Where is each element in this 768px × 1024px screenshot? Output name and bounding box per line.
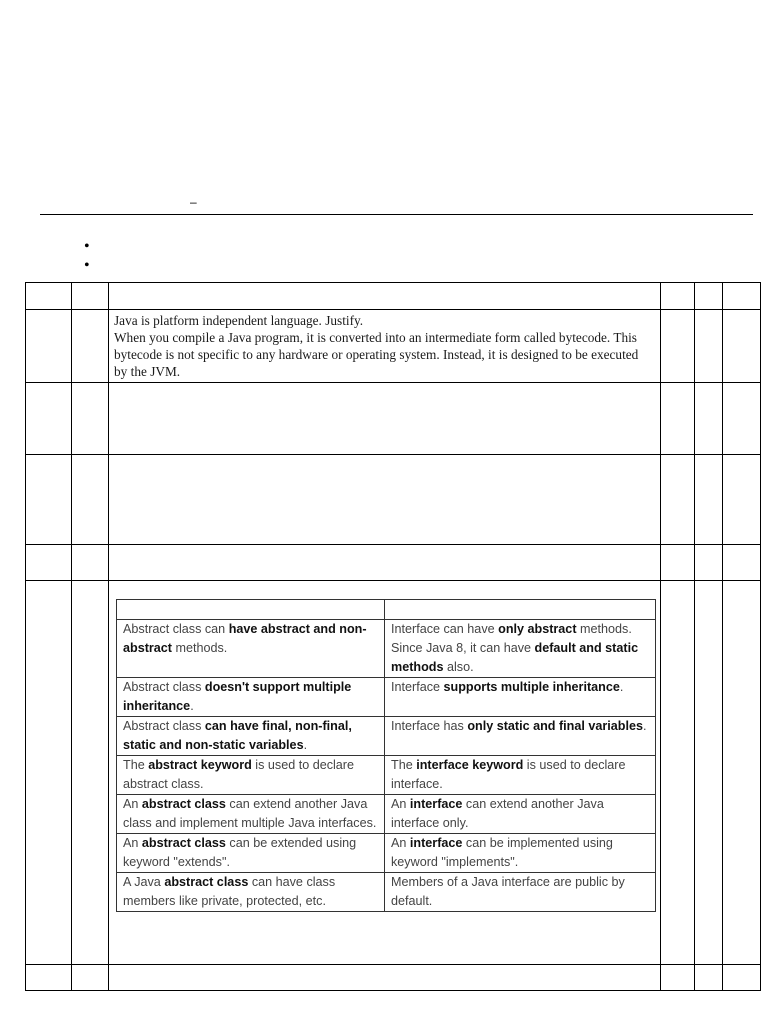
interface-cell bbox=[385, 717, 656, 756]
co-cell bbox=[695, 383, 723, 455]
cell-text: abstract class bbox=[141, 797, 226, 811]
cell-text: The bbox=[391, 758, 417, 772]
cell-text: . bbox=[643, 719, 647, 733]
cell-text: Abstract class bbox=[123, 719, 205, 733]
qno-cell bbox=[26, 965, 72, 991]
cell-text: An bbox=[391, 836, 410, 850]
abstract-class-cell bbox=[117, 678, 385, 717]
comparison-body bbox=[117, 620, 656, 912]
header-row bbox=[26, 283, 761, 310]
question-row bbox=[26, 310, 761, 383]
question-cell bbox=[109, 965, 661, 991]
cell-text: Interface bbox=[391, 680, 444, 694]
cell-text: interface bbox=[409, 836, 463, 850]
co-cell bbox=[695, 581, 723, 965]
interface-cell bbox=[385, 795, 656, 834]
qno-cell bbox=[26, 455, 72, 545]
sub-cell bbox=[72, 383, 109, 455]
cell-text: abstract class bbox=[164, 875, 249, 889]
marks-cell bbox=[661, 581, 695, 965]
interface-cell bbox=[385, 834, 656, 873]
comparison-row bbox=[117, 717, 656, 756]
comparison-row bbox=[117, 678, 656, 717]
cell-text: A Java bbox=[123, 875, 165, 889]
comparison-table bbox=[116, 599, 656, 912]
header-cell bbox=[26, 283, 72, 310]
abstract-class-cell bbox=[117, 717, 385, 756]
question-row bbox=[26, 383, 761, 455]
question-row bbox=[26, 965, 761, 991]
question-row bbox=[26, 455, 761, 545]
marks-cell bbox=[661, 965, 695, 991]
cell-text: . bbox=[303, 738, 308, 752]
cell-text: An bbox=[123, 797, 142, 811]
cell-text: can extend another Java interface only. bbox=[391, 797, 604, 830]
comparison-header bbox=[385, 600, 656, 620]
cell-text: abstract class bbox=[141, 836, 226, 850]
cell-text: is used to declare interface. bbox=[391, 758, 626, 791]
header-cell bbox=[661, 283, 695, 310]
cell-text: interface bbox=[409, 797, 463, 811]
co-cell bbox=[695, 455, 723, 545]
abstract-class-cell bbox=[117, 756, 385, 795]
comparison-header bbox=[117, 600, 385, 620]
question-table bbox=[25, 282, 761, 991]
question-title: Java is platform independent language. Justify. bbox=[114, 313, 364, 328]
comparison-row bbox=[117, 756, 656, 795]
bullet-item bbox=[84, 259, 94, 278]
bl-cell bbox=[723, 581, 761, 965]
cell-text: can have final, non-final, static and non-static variables bbox=[123, 719, 352, 752]
cell-text: have abstract and non-abstract bbox=[123, 622, 367, 655]
header-cell bbox=[723, 283, 761, 310]
interface-cell bbox=[385, 873, 656, 912]
bl-cell bbox=[723, 965, 761, 991]
qno-cell bbox=[26, 545, 72, 581]
cell-text: . bbox=[190, 699, 194, 713]
question-cell bbox=[109, 545, 661, 581]
cell-text: An bbox=[123, 836, 142, 850]
header-cell bbox=[695, 283, 723, 310]
interface-cell bbox=[385, 756, 656, 795]
comparison-header-row bbox=[117, 600, 656, 620]
sub-cell bbox=[72, 581, 109, 965]
question-row bbox=[26, 581, 761, 965]
comparison-row bbox=[117, 620, 656, 678]
question-cell bbox=[109, 455, 661, 545]
sub-cell bbox=[72, 545, 109, 581]
co-cell bbox=[695, 965, 723, 991]
comparison-row bbox=[117, 795, 656, 834]
cell-text: Interface can have bbox=[391, 622, 499, 636]
question-cell bbox=[109, 310, 661, 383]
header-cell bbox=[72, 283, 109, 310]
cell-text: can extend another Java class and implement multiple Java interfaces. bbox=[123, 797, 377, 830]
co-cell bbox=[695, 310, 723, 383]
qno-cell bbox=[26, 581, 72, 965]
question-row bbox=[26, 545, 761, 581]
cell-text: can be implemented using keyword "implements". bbox=[391, 836, 613, 869]
sub-cell bbox=[72, 310, 109, 383]
sub-cell bbox=[72, 965, 109, 991]
qno-cell bbox=[26, 310, 72, 383]
qno-cell bbox=[26, 383, 72, 455]
bl-cell bbox=[723, 310, 761, 383]
question-cell bbox=[109, 383, 661, 455]
abstract-class-cell bbox=[117, 795, 385, 834]
cell-text: . bbox=[619, 680, 624, 694]
marks-cell bbox=[661, 310, 695, 383]
bl-cell bbox=[723, 545, 761, 581]
question-answer: When you compile a Java program, it is converted into an intermediate form called bytecode. This bytecode is not specific to any hardware or operating system. Instead, it is designed to be executed by the JVM. bbox=[114, 330, 639, 379]
cell-text: also. bbox=[443, 660, 474, 674]
marks-cell bbox=[661, 383, 695, 455]
cell-text: interface keyword bbox=[416, 758, 524, 772]
cell-text: methods. bbox=[172, 641, 228, 655]
marks-cell bbox=[661, 545, 695, 581]
cell-text: only abstract bbox=[498, 622, 577, 636]
cell-text: abstract keyword bbox=[148, 758, 252, 772]
abstract-class-cell bbox=[117, 873, 385, 912]
cell-text: methods. Since Java 8, it can have bbox=[391, 622, 632, 655]
comparison-row bbox=[117, 873, 656, 912]
bullet-list bbox=[84, 240, 94, 278]
question-cell bbox=[109, 581, 661, 965]
abstract-class-cell bbox=[117, 834, 385, 873]
cell-text: can be extended using keyword "extends". bbox=[123, 836, 357, 869]
comparison-row bbox=[117, 834, 656, 873]
marks-cell bbox=[661, 455, 695, 545]
abstract-class-cell bbox=[117, 620, 385, 678]
header-cell bbox=[109, 283, 661, 310]
cell-text: Members of a Java interface are public by default. bbox=[391, 875, 625, 908]
cell-text: doesn't support multiple inheritance bbox=[123, 680, 352, 713]
co-cell bbox=[695, 545, 723, 581]
interface-cell bbox=[385, 678, 656, 717]
sub-cell bbox=[72, 455, 109, 545]
cell-text: can have class members like private, protected, etc. bbox=[123, 875, 336, 908]
cell-text: is used to declare abstract class. bbox=[123, 758, 355, 791]
cell-text: Interface has bbox=[391, 719, 468, 733]
cell-text: An bbox=[391, 797, 410, 811]
header-rule bbox=[40, 214, 753, 215]
bl-cell bbox=[723, 383, 761, 455]
interface-cell bbox=[385, 620, 656, 678]
cell-text: default and static methods bbox=[391, 641, 639, 674]
bl-cell bbox=[723, 455, 761, 545]
cell-text: The bbox=[123, 758, 149, 772]
cell-text: supports multiple inheritance bbox=[443, 680, 620, 694]
cell-text: Abstract class bbox=[123, 680, 205, 694]
header-dash: – bbox=[190, 195, 197, 209]
cell-text: Abstract class can bbox=[123, 622, 229, 636]
cell-text: only static and final variables bbox=[467, 719, 643, 733]
